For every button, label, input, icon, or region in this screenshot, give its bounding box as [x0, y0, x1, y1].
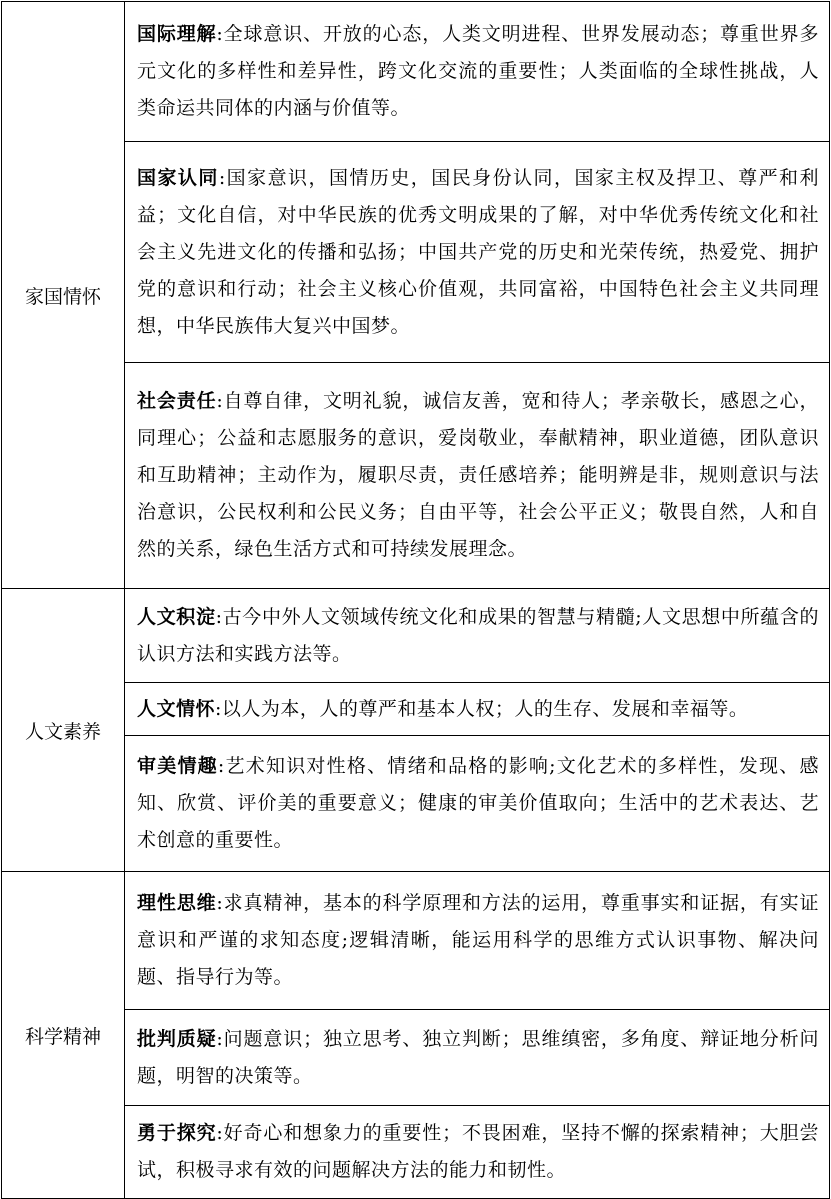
table-row — [2, 1010, 830, 1106]
table-row — [2, 142, 830, 363]
table-row — [2, 1106, 830, 1199]
description-cell — [125, 736, 830, 872]
term-label: 社会责任 — [137, 390, 217, 412]
description-cell — [125, 589, 830, 683]
table-row — [2, 363, 830, 589]
term-description: :艺术知识对性格、情绪和品格的影响;文化艺术的多样性，发现、感知、欣赏、评价美的重要意义；健康的审美价值取向；生活中的艺术表达、艺术创意的重要性。 — [137, 755, 819, 851]
description-cell — [125, 363, 830, 589]
description-cell — [125, 872, 830, 1010]
term-description: :求真精神，基本的科学原理和方法的运用，尊重事实和证据，有实证意识和严谨的求知态度;逻辑清晰，能运用科学的思维方式认识事物、解决问题、指导行为等。 — [137, 892, 819, 988]
term-label: 批判质疑 — [137, 1027, 217, 1050]
term-label: 国家认同 — [137, 166, 219, 189]
category-cell: 家国情怀 — [2, 2, 125, 589]
term-label: 审美情趣 — [137, 755, 218, 777]
term-label: 勇于探究 — [137, 1122, 217, 1144]
category-cell: 人文素养 — [2, 589, 125, 872]
table-row — [2, 683, 830, 736]
description-cell — [125, 142, 830, 363]
term-description: :古今中外人文领域传统文化和成果的智慧与精髓;人文思想中所蕴含的认识方法和实践方法等。 — [137, 605, 819, 665]
table-row — [2, 2, 830, 142]
term-label: 人文情怀 — [137, 697, 216, 720]
term-label: 人文积淀 — [137, 605, 216, 628]
term-label: 国际理解 — [137, 23, 217, 45]
category-cell: 科学精神 — [2, 872, 125, 1199]
term-description: :自尊自律，文明礼貌，诚信友善，宽和待人；孝亲敬长，感恩之心，同理心；公益和志愿服务的意识，爱岗敬业，奉献精神，职业道德，团队意识和互助精神；主动作为，履职尽责，责任感培养；能明辨是非，规则意识与法治意识，公民权利和公民义务；自由平等，社会公平正义；敬畏自然，人和自然的关系，绿色生活方式和可持续发展理念。 — [137, 390, 819, 560]
term-description: :以人为本，人的尊严和基本人权；人的生存、发展和幸福等。 — [215, 697, 749, 720]
description-cell — [125, 2, 830, 142]
description-cell — [125, 1106, 830, 1199]
term-description: :全球意识、开放的心态，人类文明进程、世界发展动态；尊重世界多元文化的多样性和差异性，跨文化交流的重要性；人类面临的全球性挑战，人类命运共同体的内涵与价值等。 — [137, 23, 819, 119]
competency-table — [1, 1, 830, 1199]
term-description: :好奇心和想象力的重要性；不畏困难，坚持不懈的探索精神；大胆尝试，积极寻求有效的问题解决方法的能力和韧性。 — [137, 1122, 819, 1181]
table-row — [2, 589, 830, 683]
table-row — [2, 736, 830, 872]
description-cell — [125, 1010, 830, 1106]
term-description: :问题意识；独立思考、独立判断；思维缜密，多角度、辩证地分析问题，明智的决策等。 — [137, 1027, 819, 1087]
description-cell — [125, 683, 830, 736]
term-description: :国家意识，国情历史，国民身份认同，国家主权及捍卫、尊严和利益；文化自信，对中华民族的优秀文明成果的了解，对中华优秀传统文化和社会主义先进文化的传播和弘扬；中国共产党的历史和光荣传统，热爱党、拥护党的意识和行动；社会主义核心价值观，共同富裕，中国特色社会主义共同理想，中华民族伟大复兴中国梦。 — [137, 166, 819, 337]
term-label: 理性思维 — [137, 892, 217, 914]
table-row — [2, 872, 830, 1010]
